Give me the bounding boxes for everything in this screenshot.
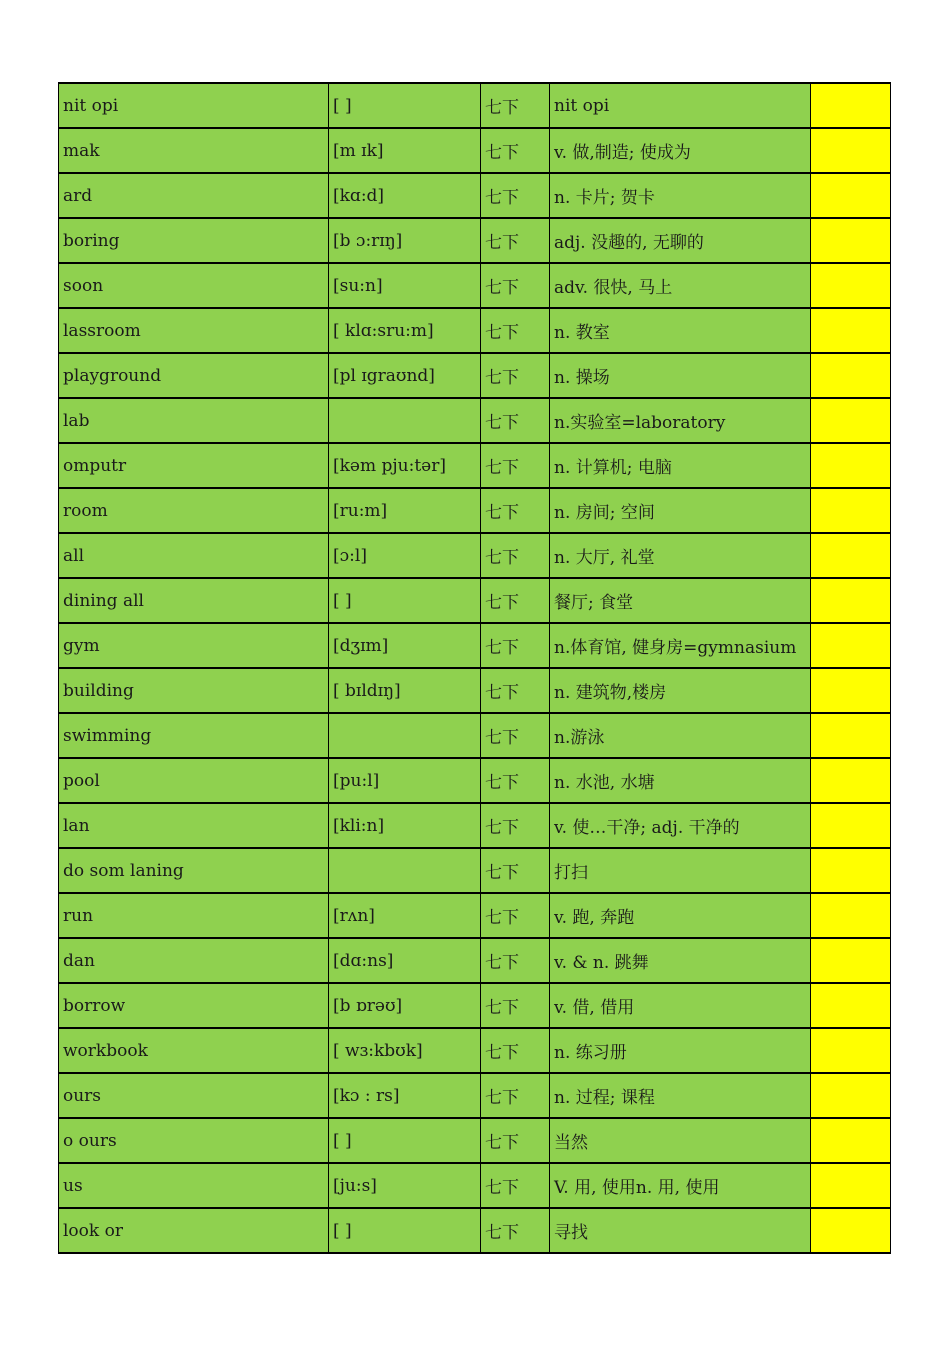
phonetic-cell: [dɑ:ns] bbox=[329, 938, 481, 983]
meaning-cell: n. 教室 bbox=[550, 308, 811, 353]
grade-cell: 七下 bbox=[481, 713, 550, 758]
table-row bbox=[59, 983, 891, 1028]
table-row bbox=[59, 668, 891, 713]
grade-cell: 七下 bbox=[481, 218, 550, 263]
highlight-cell bbox=[811, 353, 891, 398]
table-row bbox=[59, 803, 891, 848]
word-cell: lab bbox=[59, 398, 329, 443]
table-row bbox=[59, 758, 891, 803]
highlight-cell bbox=[811, 893, 891, 938]
table-row bbox=[59, 353, 891, 398]
phonetic-cell: [ klɑ:sru:m] bbox=[329, 308, 481, 353]
word-cell: pool bbox=[59, 758, 329, 803]
meaning-cell: n.体育馆, 健身房=gymnasium bbox=[550, 623, 811, 668]
word-cell: gym bbox=[59, 623, 329, 668]
phonetic-cell: [ju:s] bbox=[329, 1163, 481, 1208]
word-cell: lassroom bbox=[59, 308, 329, 353]
phonetic-cell: [kli:n] bbox=[329, 803, 481, 848]
meaning-cell: n. 水池, 水塘 bbox=[550, 758, 811, 803]
vocabulary-table bbox=[58, 82, 891, 1254]
grade-cell: 七下 bbox=[481, 308, 550, 353]
meaning-cell: n.实验室=laboratory bbox=[550, 398, 811, 443]
table-row bbox=[59, 488, 891, 533]
phonetic-cell: [ ] bbox=[329, 83, 481, 128]
word-cell: nit opi bbox=[59, 83, 329, 128]
grade-cell: 七下 bbox=[481, 1028, 550, 1073]
phonetic-cell: [dʒɪm] bbox=[329, 623, 481, 668]
grade-cell: 七下 bbox=[481, 848, 550, 893]
table-row bbox=[59, 128, 891, 173]
highlight-cell bbox=[811, 443, 891, 488]
table-row bbox=[59, 623, 891, 668]
grade-cell: 七下 bbox=[481, 128, 550, 173]
grade-cell: 七下 bbox=[481, 803, 550, 848]
meaning-cell: n. 操场 bbox=[550, 353, 811, 398]
meaning-cell: V. 用, 使用n. 用, 使用 bbox=[550, 1163, 811, 1208]
phonetic-cell: [b ɒrəʊ] bbox=[329, 983, 481, 1028]
word-cell: o ours bbox=[59, 1118, 329, 1163]
grade-cell: 七下 bbox=[481, 623, 550, 668]
word-cell: boring bbox=[59, 218, 329, 263]
table-row bbox=[59, 713, 891, 758]
highlight-cell bbox=[811, 623, 891, 668]
phonetic-cell: [m ɪk] bbox=[329, 128, 481, 173]
word-cell: all bbox=[59, 533, 329, 578]
highlight-cell bbox=[811, 308, 891, 353]
highlight-cell bbox=[811, 263, 891, 308]
meaning-cell: n. 卡片; 贺卡 bbox=[550, 173, 811, 218]
highlight-cell bbox=[811, 533, 891, 578]
meaning-cell: adj. 没趣的, 无聊的 bbox=[550, 218, 811, 263]
grade-cell: 七下 bbox=[481, 398, 550, 443]
word-cell: us bbox=[59, 1163, 329, 1208]
highlight-cell bbox=[811, 668, 891, 713]
word-cell: run bbox=[59, 893, 329, 938]
table-row bbox=[59, 173, 891, 218]
phonetic-cell bbox=[329, 848, 481, 893]
highlight-cell bbox=[811, 398, 891, 443]
highlight-cell bbox=[811, 218, 891, 263]
word-cell: look or bbox=[59, 1208, 329, 1253]
grade-cell: 七下 bbox=[481, 893, 550, 938]
table-row bbox=[59, 1118, 891, 1163]
grade-cell: 七下 bbox=[481, 1163, 550, 1208]
grade-cell: 七下 bbox=[481, 263, 550, 308]
meaning-cell: n. 练习册 bbox=[550, 1028, 811, 1073]
word-cell: mak bbox=[59, 128, 329, 173]
meaning-cell: 餐厅; 食堂 bbox=[550, 578, 811, 623]
word-cell: swimming bbox=[59, 713, 329, 758]
table-row bbox=[59, 398, 891, 443]
grade-cell: 七下 bbox=[481, 983, 550, 1028]
phonetic-cell: [ ] bbox=[329, 578, 481, 623]
grade-cell: 七下 bbox=[481, 173, 550, 218]
highlight-cell bbox=[811, 803, 891, 848]
table-row bbox=[59, 1028, 891, 1073]
grade-cell: 七下 bbox=[481, 1118, 550, 1163]
phonetic-cell: [ wɜ:kbʊk] bbox=[329, 1028, 481, 1073]
highlight-cell bbox=[811, 1073, 891, 1118]
meaning-cell: v. 借, 借用 bbox=[550, 983, 811, 1028]
grade-cell: 七下 bbox=[481, 353, 550, 398]
meaning-cell: 当然 bbox=[550, 1118, 811, 1163]
phonetic-cell: [ ] bbox=[329, 1208, 481, 1253]
table-row bbox=[59, 848, 891, 893]
grade-cell: 七下 bbox=[481, 443, 550, 488]
phonetic-cell: [pu:l] bbox=[329, 758, 481, 803]
word-cell: omputr bbox=[59, 443, 329, 488]
phonetic-cell bbox=[329, 713, 481, 758]
highlight-cell bbox=[811, 83, 891, 128]
word-cell: lan bbox=[59, 803, 329, 848]
word-cell: dining all bbox=[59, 578, 329, 623]
grade-cell: 七下 bbox=[481, 533, 550, 578]
highlight-cell bbox=[811, 1163, 891, 1208]
meaning-cell: n. 大厅, 礼堂 bbox=[550, 533, 811, 578]
meaning-cell: v. 做,制造; 使成为 bbox=[550, 128, 811, 173]
highlight-cell bbox=[811, 173, 891, 218]
table-row bbox=[59, 578, 891, 623]
table-row bbox=[59, 218, 891, 263]
grade-cell: 七下 bbox=[481, 758, 550, 803]
meaning-cell: nit opi bbox=[550, 83, 811, 128]
table-row bbox=[59, 263, 891, 308]
table-row bbox=[59, 1208, 891, 1253]
word-cell: building bbox=[59, 668, 329, 713]
meaning-cell: n.游泳 bbox=[550, 713, 811, 758]
word-cell: ard bbox=[59, 173, 329, 218]
word-cell: workbook bbox=[59, 1028, 329, 1073]
table-row bbox=[59, 443, 891, 488]
grade-cell: 七下 bbox=[481, 1073, 550, 1118]
highlight-cell bbox=[811, 1118, 891, 1163]
phonetic-cell: [rʌn] bbox=[329, 893, 481, 938]
grade-cell: 七下 bbox=[481, 1208, 550, 1253]
highlight-cell bbox=[811, 713, 891, 758]
word-cell: room bbox=[59, 488, 329, 533]
phonetic-cell: [b ɔ:rɪŋ] bbox=[329, 218, 481, 263]
table-row bbox=[59, 533, 891, 578]
phonetic-cell: [pl ɪgraʊnd] bbox=[329, 353, 481, 398]
table-row bbox=[59, 1073, 891, 1118]
table-row bbox=[59, 83, 891, 128]
highlight-cell bbox=[811, 983, 891, 1028]
highlight-cell bbox=[811, 1028, 891, 1073]
meaning-cell: n. 建筑物,楼房 bbox=[550, 668, 811, 713]
highlight-cell bbox=[811, 488, 891, 533]
phonetic-cell: [su:n] bbox=[329, 263, 481, 308]
highlight-cell bbox=[811, 578, 891, 623]
phonetic-cell: [kəm pju:tər] bbox=[329, 443, 481, 488]
word-cell: borrow bbox=[59, 983, 329, 1028]
vocabulary-rows bbox=[59, 83, 891, 1253]
meaning-cell: adv. 很快, 马上 bbox=[550, 263, 811, 308]
highlight-cell bbox=[811, 938, 891, 983]
meaning-cell: v. 使…干净; adj. 干净的 bbox=[550, 803, 811, 848]
phonetic-cell: [ɔ:l] bbox=[329, 533, 481, 578]
grade-cell: 七下 bbox=[481, 83, 550, 128]
meaning-cell: n. 房间; 空间 bbox=[550, 488, 811, 533]
meaning-cell: n. 计算机; 电脑 bbox=[550, 443, 811, 488]
grade-cell: 七下 bbox=[481, 488, 550, 533]
meaning-cell: 寻找 bbox=[550, 1208, 811, 1253]
word-cell: playground bbox=[59, 353, 329, 398]
word-cell: soon bbox=[59, 263, 329, 308]
table-row bbox=[59, 893, 891, 938]
phonetic-cell: [kɑ:d] bbox=[329, 173, 481, 218]
phonetic-cell: [ ] bbox=[329, 1118, 481, 1163]
meaning-cell: n. 过程; 课程 bbox=[550, 1073, 811, 1118]
grade-cell: 七下 bbox=[481, 668, 550, 713]
word-cell: do som laning bbox=[59, 848, 329, 893]
meaning-cell: 打扫 bbox=[550, 848, 811, 893]
word-cell: dan bbox=[59, 938, 329, 983]
meaning-cell: v. 跑, 奔跑 bbox=[550, 893, 811, 938]
table-row bbox=[59, 308, 891, 353]
phonetic-cell: [ bɪldɪŋ] bbox=[329, 668, 481, 713]
word-cell: ours bbox=[59, 1073, 329, 1118]
table-row bbox=[59, 1163, 891, 1208]
meaning-cell: v. & n. 跳舞 bbox=[550, 938, 811, 983]
highlight-cell bbox=[811, 848, 891, 893]
grade-cell: 七下 bbox=[481, 578, 550, 623]
table-row bbox=[59, 938, 891, 983]
highlight-cell bbox=[811, 128, 891, 173]
phonetic-cell bbox=[329, 398, 481, 443]
highlight-cell bbox=[811, 758, 891, 803]
phonetic-cell: [ru:m] bbox=[329, 488, 481, 533]
highlight-cell bbox=[811, 1208, 891, 1253]
grade-cell: 七下 bbox=[481, 938, 550, 983]
phonetic-cell: [kɔ : rs] bbox=[329, 1073, 481, 1118]
